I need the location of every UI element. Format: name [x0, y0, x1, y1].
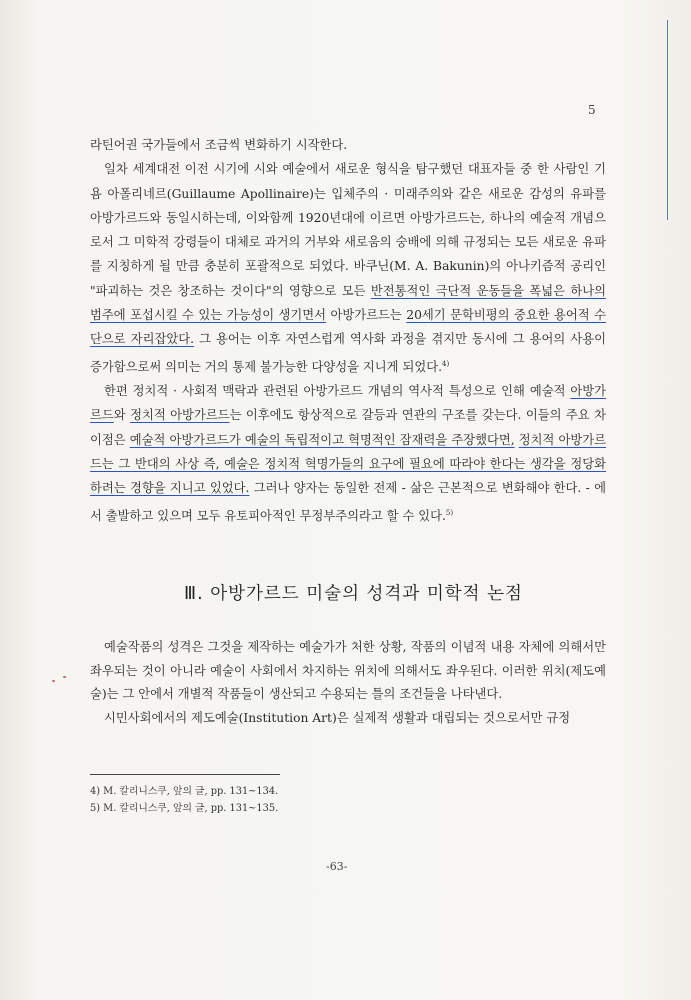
sentence: 와 — [113, 408, 126, 423]
paragraph — [90, 157, 606, 379]
paragraph: 예술작품의 성격은 그것을 제작하는 예술가가 처한 상황, 작품의 이념적 내용 자체에 의해서만 좌우되는 것이 아니라 예술이 사회에서 차지하는 위치에 의해서도 좌우된다. 이러한 위치(제도예술)는 그 안에서 개별적 작품들이 생산되고 수용되는 틀의 조건들을 나타낸다. — [90, 640, 606, 701]
section-text — [90, 636, 606, 730]
sentence: 그 용어는 이후 자연스럽게 역사화 과정을 겪지만 동시에 그 용어의 사용이 증가함으로써 의미는 거의 통제 불가능한 다양성을 지니게 되었다. — [90, 332, 606, 374]
footnote-ref: 4) — [442, 359, 450, 368]
footnote-ref: 5) — [445, 508, 454, 517]
paragraph: 시민사회에서의 제도예술(Institution Art)은 실제적 생활과 대립되는 것으로서만 규정 — [104, 710, 571, 725]
red-ink-speck — [52, 680, 55, 682]
margin-pen-line — [667, 20, 668, 220]
footnote-divider — [90, 774, 280, 775]
sentence: 아방가르드는 — [330, 308, 402, 323]
underlined-text: 20세기 문학비평의 중요한 용어적 수단으로 자리잡았다. — [90, 308, 606, 347]
paragraph — [90, 379, 606, 528]
paragraph: 라틴어권 국가들에서 조금씩 변화하기 시작한다. — [90, 138, 348, 152]
sentence: 는 이후에도 항상적으로 갈등과 연관의 구조를 갖는다. 이들의 주요 차이점은 — [90, 408, 606, 447]
underlined-text: 반전통적인 극단적 운동들을 폭넓은 하나의 범주에 포섭시킬 수 있는 가능성이 생기면서 — [90, 283, 606, 323]
underlined-text: 아방가르드 — [90, 384, 606, 423]
page-number-top: 5 — [588, 103, 596, 117]
page-number-bottom: -63- — [326, 860, 348, 873]
red-ink-speck — [63, 676, 66, 678]
sentence: 그러나 양자는 동일한 전제 - 삶은 근본적으로 변화해야 한다. - 에서 출발하고 있으며 모두 유토피아적인 무정부주의라고 할 수 있다. — [90, 481, 606, 523]
underlined-text: 정치적 아방가르드 — [130, 408, 230, 423]
footnotes — [90, 783, 278, 817]
sentence: 일차 세계대전 이전 시기에 시와 예술에서 새로운 형식을 탐구했던 대표자들 중 한 사람인 기욤 아폴리네르(Guillaume Apollinaire)는 입체주의 · 미래주의와 같은 새로운 감성의 유파를 아방가르드와 동일시하는데, 이와함께 1920년대에 이르면 아방가르드는, 하나의 예술적 개념으로서 그 미학적 강령들이 대체로 과거의 거부와 새로움의 숭배에 의해 규정되는 모든 새로운 유파를 지칭하게 될 만큼 충분히 포괄적으로 되었다. 바쿠닌(M. A. Bakunin)의 아나키즘적 공리인 "파괴하는 것은 창조하는 것이다"의 영향으로 모든 — [90, 162, 606, 298]
sentence: 한편 정치적 · 사회적 맥락과 관련된 아방가르드 개념의 역사적 특성으로 인해 예술적 — [104, 384, 566, 399]
footnote: 4) M. 칼리니스쿠, 앞의 글, pp. 131~134. — [90, 786, 279, 797]
underlined-text: 정치적 아방가르드는 그 반대의 사상 즉, 예술은 정치적 혁명가들의 요구에 필요에 따라야 한다는 생각을 정당화하려는 경향을 지니고 있었다. — [90, 432, 606, 496]
section-heading: Ⅲ. 아방가르드 미술의 성격과 미학적 논점 — [184, 584, 523, 604]
footnote: 5) M. 칼리니스쿠, 앞의 글, pp. 131~135. — [90, 803, 279, 814]
body-text — [90, 133, 606, 528]
underlined-text: 예술적 아방가르드가 예술의 독립적이고 혁명적인 잠재력을 주장했다면, — [129, 432, 515, 447]
